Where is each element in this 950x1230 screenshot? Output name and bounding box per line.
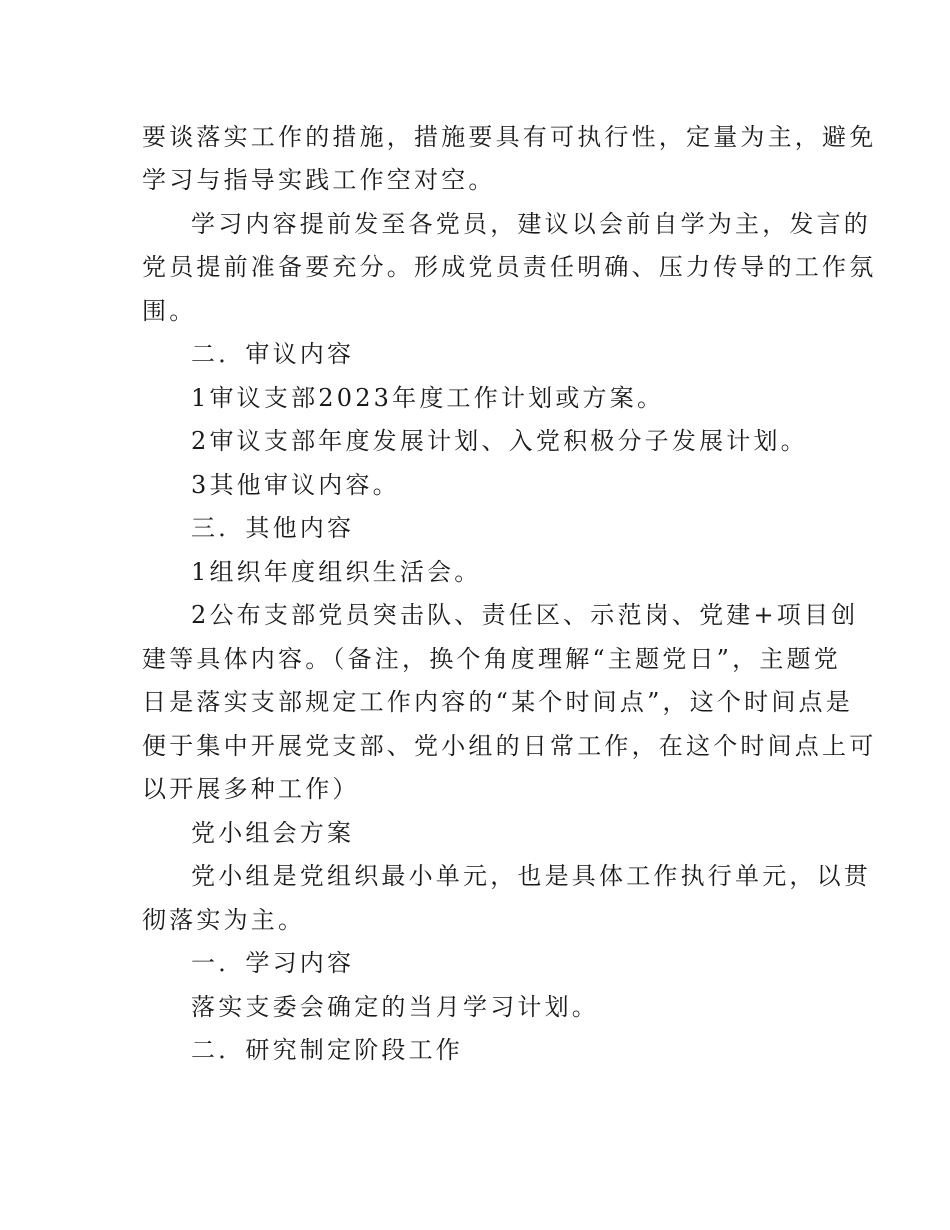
paragraph-line: 党员提前准备要充分。形成党员责任明确、压力传导的工作氛	[142, 253, 877, 281]
section-title: 党小组会方案	[191, 819, 355, 847]
paragraph-line: 建等具体内容。（备注，换个角度理解“主题党日”，主题党	[142, 645, 841, 673]
paragraph-line: 落实支委会确定的当月学习计划。	[191, 993, 599, 1021]
list-item: 2审议支部年度发展计划、入党积极分子发展计划。	[191, 427, 808, 455]
paragraph-line: 以开展多种工作）	[142, 775, 360, 803]
list-item: 3其他审议内容。	[191, 471, 400, 499]
paragraph-line: 党小组是党组织最小单元，也是具体工作执行单元，以贯	[191, 862, 871, 890]
paragraph-line: 围。	[142, 297, 197, 325]
section-heading: 一．学习内容	[191, 949, 355, 977]
paragraph-line: 学习与指导实践工作空对空。	[142, 166, 496, 194]
list-item: 2公布支部党员突击队、责任区、示范岗、党建+项目创	[191, 601, 859, 629]
paragraph-line: 要谈落实工作的措施，措施要具有可执行性，定量为主，避免	[142, 123, 877, 151]
list-item: 1组织年度组织生活会。	[191, 558, 482, 586]
list-item: 1审议支部2023年度工作计划或方案。	[191, 384, 665, 412]
section-heading: 二．审议内容	[191, 340, 355, 368]
paragraph-line: 学习内容提前发至各党员，建议以会前自学为主，发言的	[191, 210, 871, 238]
paragraph-line: 日是落实支部规定工作内容的“某个时间点”，这个时间点是	[142, 688, 853, 716]
section-heading: 二．研究制定阶段工作	[191, 1036, 463, 1064]
paragraph-line: 彻落实为主。	[142, 906, 306, 934]
paragraph-line: 便于集中开展党支部、党小组的日常工作，在这个时间点上可	[142, 732, 877, 760]
section-heading: 三．其他内容	[191, 514, 355, 542]
